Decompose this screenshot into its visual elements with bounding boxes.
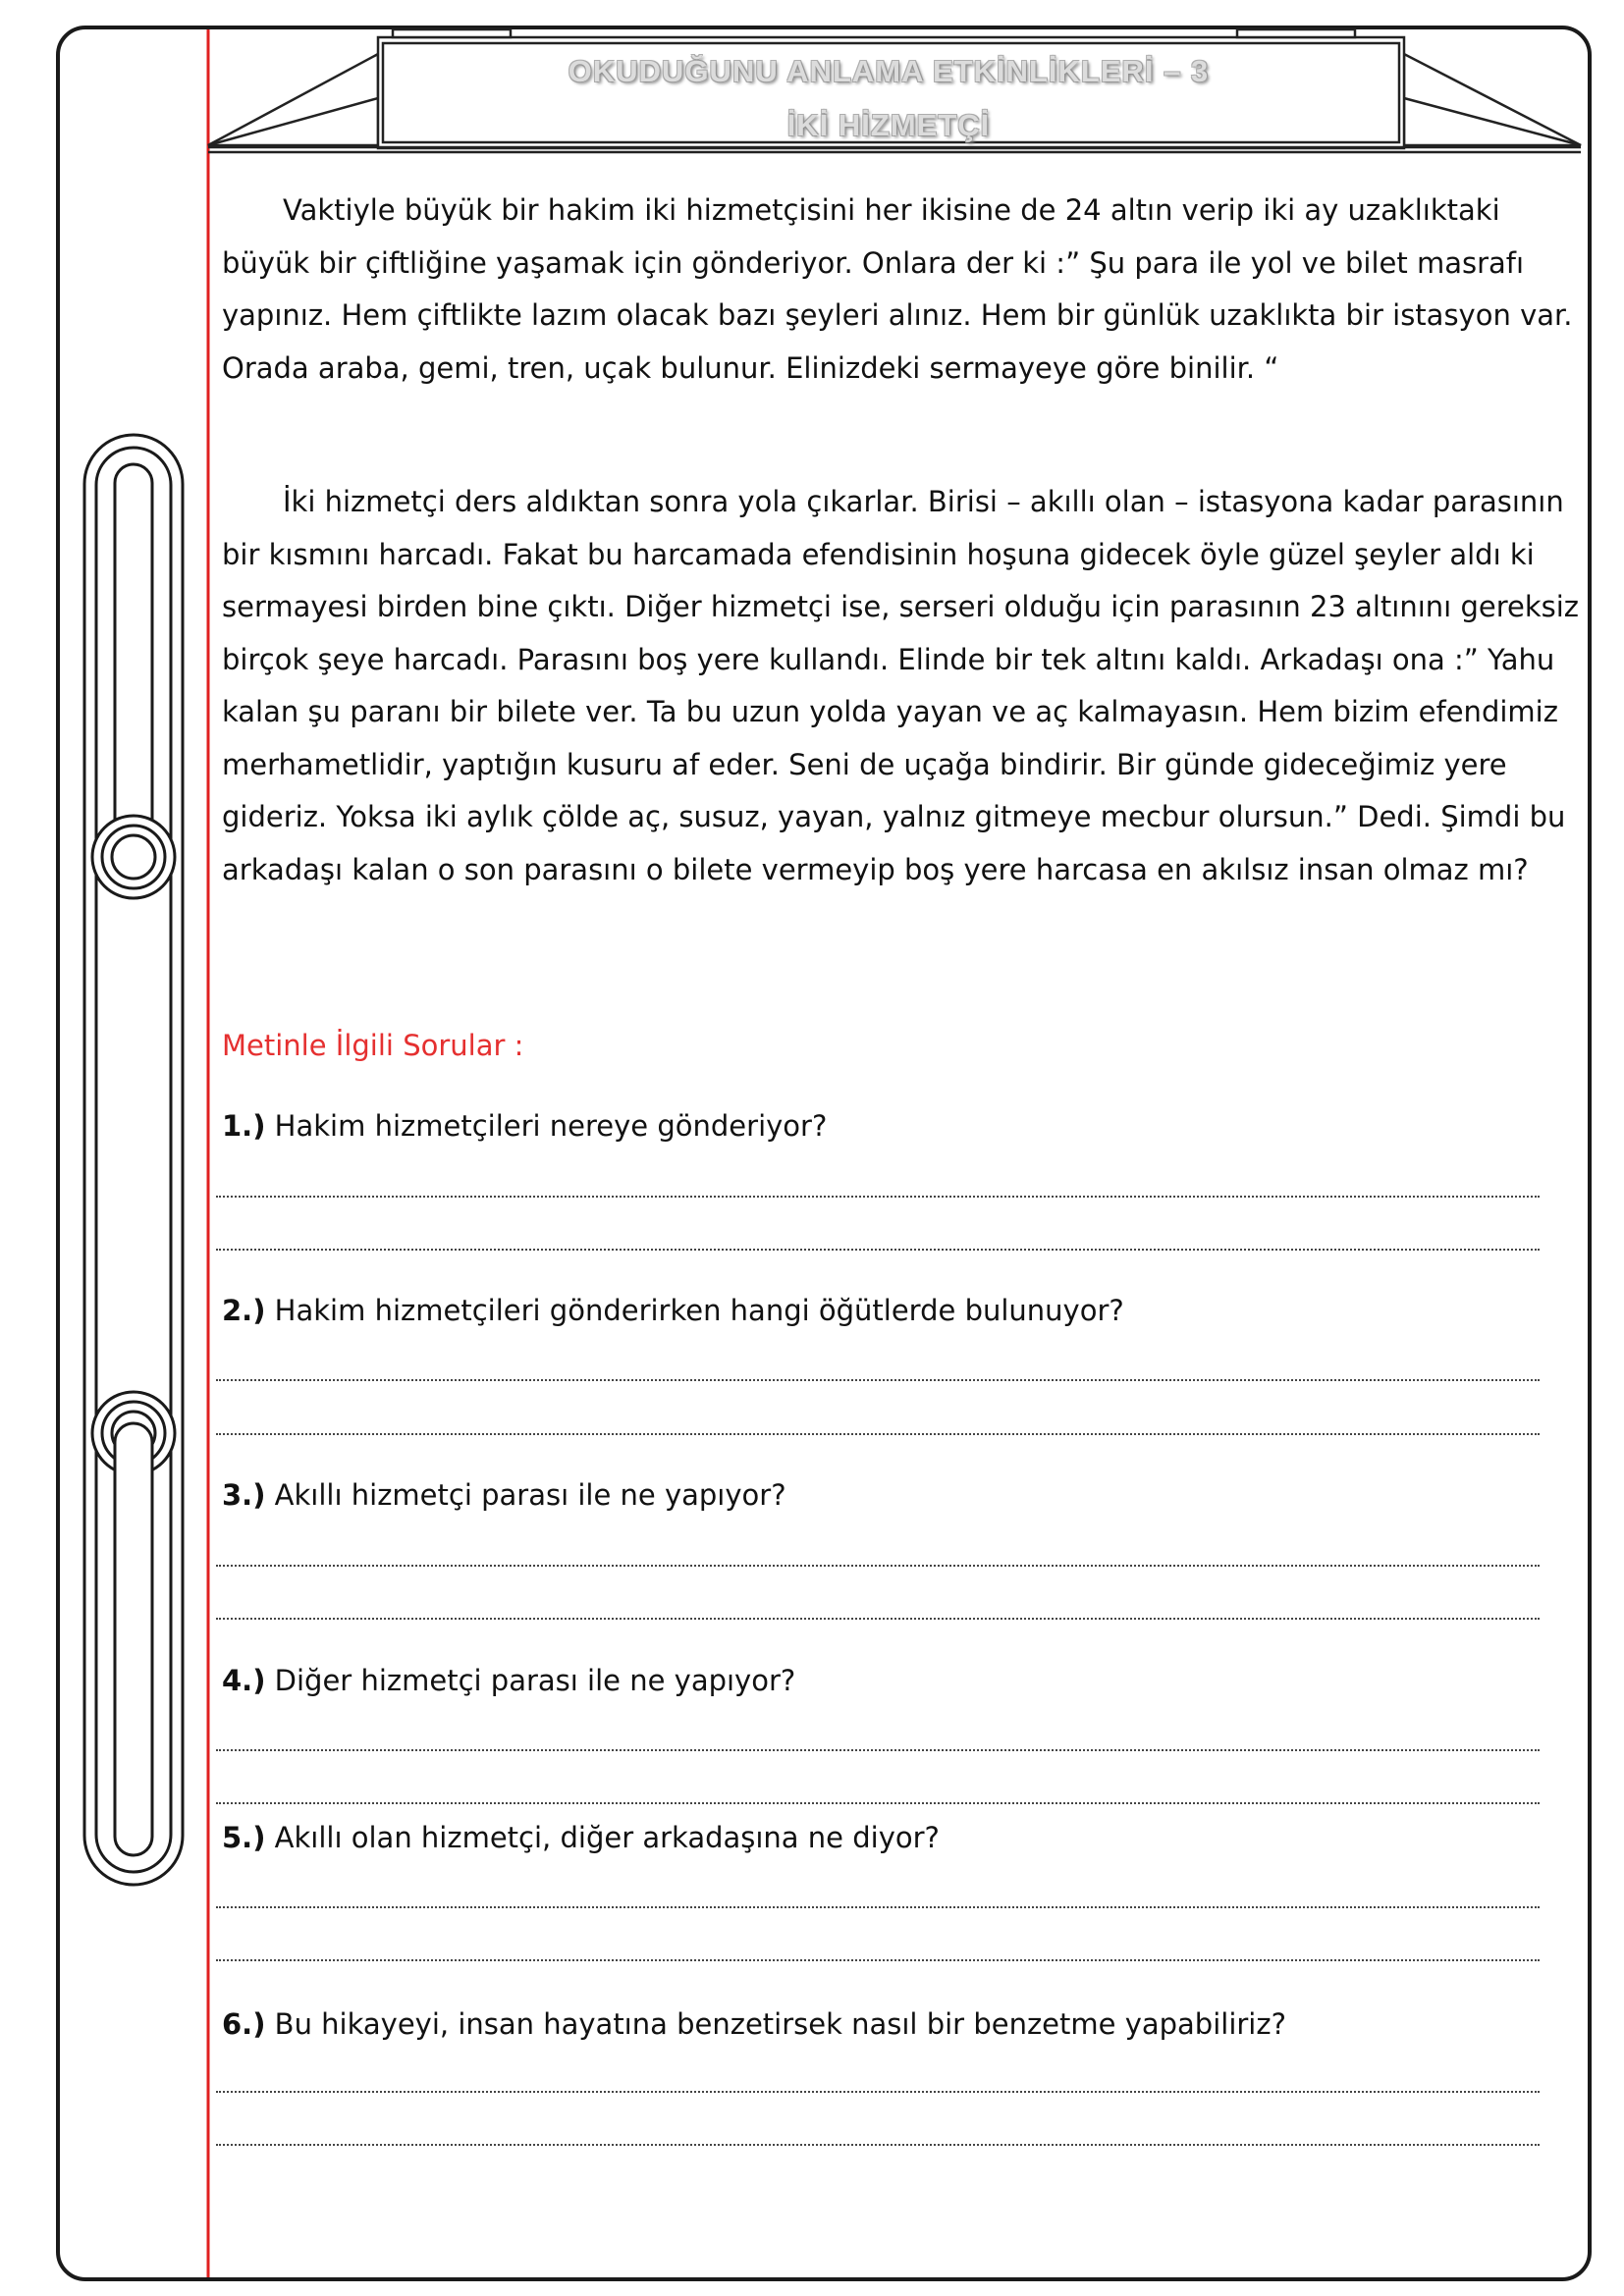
question-1 xyxy=(222,1109,827,1143)
question-2 xyxy=(222,1294,1124,1327)
question-text: Bu hikayeyi, insan hayatına benzetirsek nasıl bir benzetme yapabiliriz? xyxy=(274,2007,1286,2041)
question-4 xyxy=(222,1664,795,1697)
answer-line-3b[interactable] xyxy=(216,1618,1540,1620)
question-number: 6.) xyxy=(222,2007,266,2041)
question-number: 3.) xyxy=(222,1478,266,1512)
question-text: Akıllı olan hizmetçi, diğer arkadaşına ne diyor? xyxy=(274,1821,940,1854)
answer-line-3a[interactable] xyxy=(216,1565,1540,1567)
question-number: 1.) xyxy=(222,1109,266,1143)
question-text: Hakim hizmetçileri nereye gönderiyor? xyxy=(274,1109,828,1143)
worksheet-title: OKUDUĞUNU ANLAMA ETKİNLİKLERİ – 3 xyxy=(568,54,1210,88)
answer-line-2b[interactable] xyxy=(216,1433,1540,1435)
answer-line-5b[interactable] xyxy=(216,1959,1540,1961)
answer-line-6a[interactable] xyxy=(216,2091,1540,2093)
paragraph-2-text: İki hizmetçi ders aldıktan sonra yola çıkarlar. Birisi – akıllı olan – istasyona kadar parasının bir kısmını harcadı. Fakat bu harcamada efendisinin hoşuna gidecek öyle güzel şeyler aldı ki sermayesi birden bine çıktı. Diğer hizmetçi ise, serseri olduğu için parasının 23 altınını gereksiz birçok şeye harcadı. Parasını boş yere kullandı. Elinde bir tek altını kaldı. Arkadaşı ona :” Yahu kalan şu paranı bir bilete ver. Ta bu uzun yolda yayan ve aç kalmayasın. Hem bizim efendimiz merhametlidir, yaptığın kusuru af eder. Seni de uçağa bindirir. Bir günde gideceğimiz yere gideriz. Yoksa iki aylık çölde aç, susuz, yayan, yalnız gitmeye mecbur olursun.” Dedi. Şimdi bu arkadaşı kalan o son parasını o bilete vermeyip boş yere harcasa en akılsız insan olmaz mı? xyxy=(222,485,1580,886)
binder-clip xyxy=(84,435,183,1885)
question-number: 4.) xyxy=(222,1664,266,1697)
question-5 xyxy=(222,1821,940,1854)
answer-line-6b[interactable] xyxy=(216,2144,1540,2146)
answer-line-4b[interactable] xyxy=(216,1802,1540,1804)
questions-heading: Metinle İlgili Sorular : xyxy=(222,1029,524,1062)
paragraph-1-text: Vaktiyle büyük bir hakim iki hizmetçisini her ikisine de 24 altın verip iki ay uzaklıktaki büyük bir çiftliğine yaşamak için gönderiyor. Onlara der ki :” Şu para ile yol ve bilet masrafı yapınız. Hem çiftlikte lazım olacak bazı şeyleri alınız. Hem bir günlük uzaklıkta bir istasyon var. Orada araba, gemi, tren, uçak bulunur. Elinizdeki sermayeye göre binilir. “ xyxy=(222,193,1573,385)
question-text: Hakim hizmetçileri gönderirken hangi öğütlerde bulunuyor? xyxy=(274,1294,1124,1327)
answer-line-4a[interactable] xyxy=(216,1749,1540,1751)
question-text: Akıllı hizmetçi parası ile ne yapıyor? xyxy=(274,1478,786,1512)
story-title: İKİ HİZMETÇİ xyxy=(786,108,991,142)
question-3 xyxy=(222,1478,786,1512)
story-paragraph-1 xyxy=(222,185,1587,395)
question-number: 5.) xyxy=(222,1821,266,1854)
question-text: Diğer hizmetçi parası ile ne yapıyor? xyxy=(274,1664,796,1697)
answer-line-1a[interactable] xyxy=(216,1196,1540,1198)
answer-line-2a[interactable] xyxy=(216,1379,1540,1381)
question-number: 2.) xyxy=(222,1294,266,1327)
question-6 xyxy=(222,2007,1286,2041)
answer-line-5a[interactable] xyxy=(216,1906,1540,1908)
story-paragraph-2 xyxy=(222,476,1587,896)
answer-line-1b[interactable] xyxy=(216,1249,1540,1251)
